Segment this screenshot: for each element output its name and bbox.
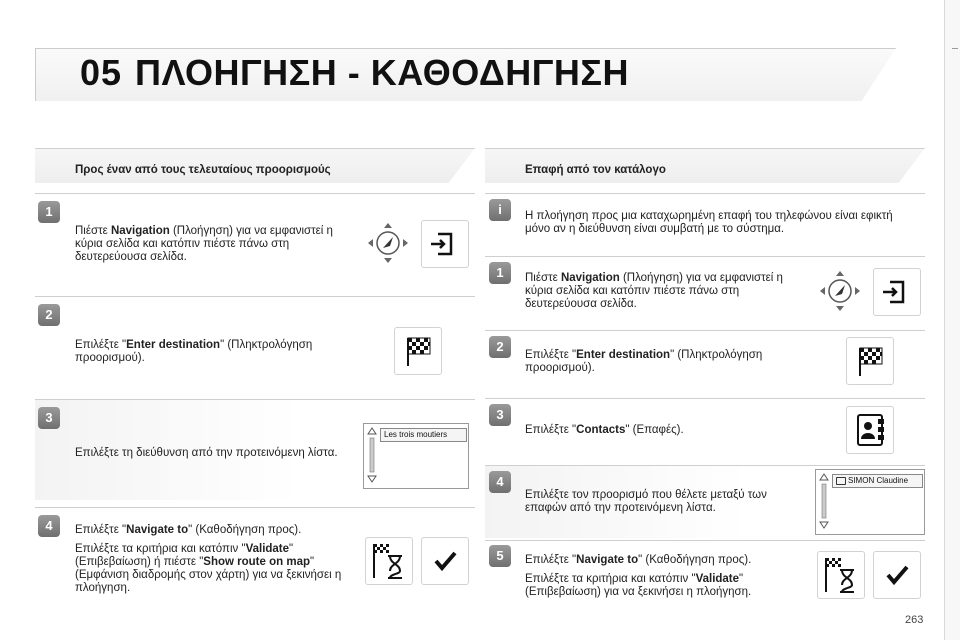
navigation-dial-icon[interactable]	[817, 268, 863, 314]
secondary-page-icon[interactable]	[873, 268, 921, 316]
right-step-3-text: Επιλέξτε "Contacts" (Επαφές).	[525, 424, 684, 436]
contact-card-icon	[836, 477, 846, 485]
right-info-text: Η πλοήγηση προς μια καταχωρημένη επαφή του τηλεφώνου είναι εφικτή μόνο αν η διεύθυνση είναι συμβατή με το σύστημα.	[525, 210, 893, 235]
navigate-to-icon[interactable]	[817, 551, 865, 599]
step-badge: 2	[489, 336, 511, 358]
left-step-4-text: Επιλέξτε "Navigate to" (Καθοδήγηση προς). Επιλέξτε τα κριτήρια και κατόπιν "Validate" (Επιβεβαίωση) ή πιέστε "Show route on map" (Εμφάνιση διαδρομής στον χάρτη) για να ξεκινήσει η πλοήγηση.	[75, 524, 342, 594]
destination-flag-icon[interactable]	[846, 337, 894, 385]
secondary-page-icon[interactable]	[421, 220, 469, 268]
list-scrollbar[interactable]	[818, 472, 830, 530]
left-section-title: Προς έναν από τους τελευταίους προορισμούς	[75, 164, 331, 176]
right-step-4-text: Επιλέξτε τον προορισμό που θέλετε μεταξύ των επαφών από την προτεινόμενη λίστα.	[525, 489, 767, 514]
contact-list-screen	[815, 469, 925, 535]
validate-check-icon[interactable]	[421, 537, 469, 585]
right-step-1-text: Πιέστε Navigation (Πλοήγηση) για να εμφανιστεί η κύρια σελίδα και κατόπιν πιέστε πάνω στη δευτερεύουσα σελίδα.	[525, 272, 783, 310]
navigate-to-icon[interactable]	[365, 537, 413, 585]
left-step-3-text: Επιλέξτε τη διεύθυνση από την προτεινόμενη λίστα.	[75, 447, 338, 459]
right-section-title: Επαφή από τον κατάλογο	[525, 164, 666, 176]
page-number: 263	[905, 614, 924, 626]
step-badge: 3	[38, 407, 60, 429]
step-badge: 5	[489, 545, 511, 567]
chapter-number: 05	[80, 52, 123, 93]
step-badge: 3	[489, 404, 511, 426]
step-badge: 1	[489, 262, 511, 284]
page-margin-strip	[944, 0, 960, 640]
list-scrollbar[interactable]	[366, 426, 378, 484]
address-list-screen	[363, 423, 469, 489]
step-badge: 1	[38, 201, 60, 223]
destination-flag-icon[interactable]	[394, 327, 442, 375]
contact-list-item[interactable]: SIMON Claudine	[832, 474, 923, 488]
contacts-icon[interactable]	[846, 406, 894, 454]
step-badge: 2	[38, 304, 60, 326]
right-step-5-text: Επιλέξτε "Navigate to" (Καθοδήγηση προς). Επιλέξτε τα κριτήρια και κατόπιν "Validate" (Επιβεβαίωση) για να ξεκινήσει η πλοήγηση.	[525, 554, 752, 598]
left-step-1-text: Πιέστε Navigation (Πλοήγηση) για να εμφανιστεί η κύρια σελίδα και κατόπιν πιέστε πάνω στη δευτερεύουσα σελίδα.	[75, 225, 333, 263]
validate-check-icon[interactable]	[873, 551, 921, 599]
left-step-2-text: Επιλέξτε "Enter destination" (Πληκτρολόγηση προορισμού).	[75, 339, 313, 364]
step-badge: 4	[38, 515, 60, 537]
page-title: ΠΛΟΗΓΗΣΗ - ΚΑΘΟΔΗΓΗΣΗ	[135, 52, 629, 93]
address-list-item[interactable]: Les trois moutiers	[380, 428, 467, 442]
right-step-2-text: Επιλέξτε "Enter destination" (Πληκτρολόγηση προορισμού).	[525, 349, 763, 374]
margin-tick	[952, 48, 958, 49]
step-badge: 4	[489, 471, 511, 493]
info-badge: i	[489, 199, 511, 221]
navigation-dial-icon[interactable]	[365, 220, 411, 266]
